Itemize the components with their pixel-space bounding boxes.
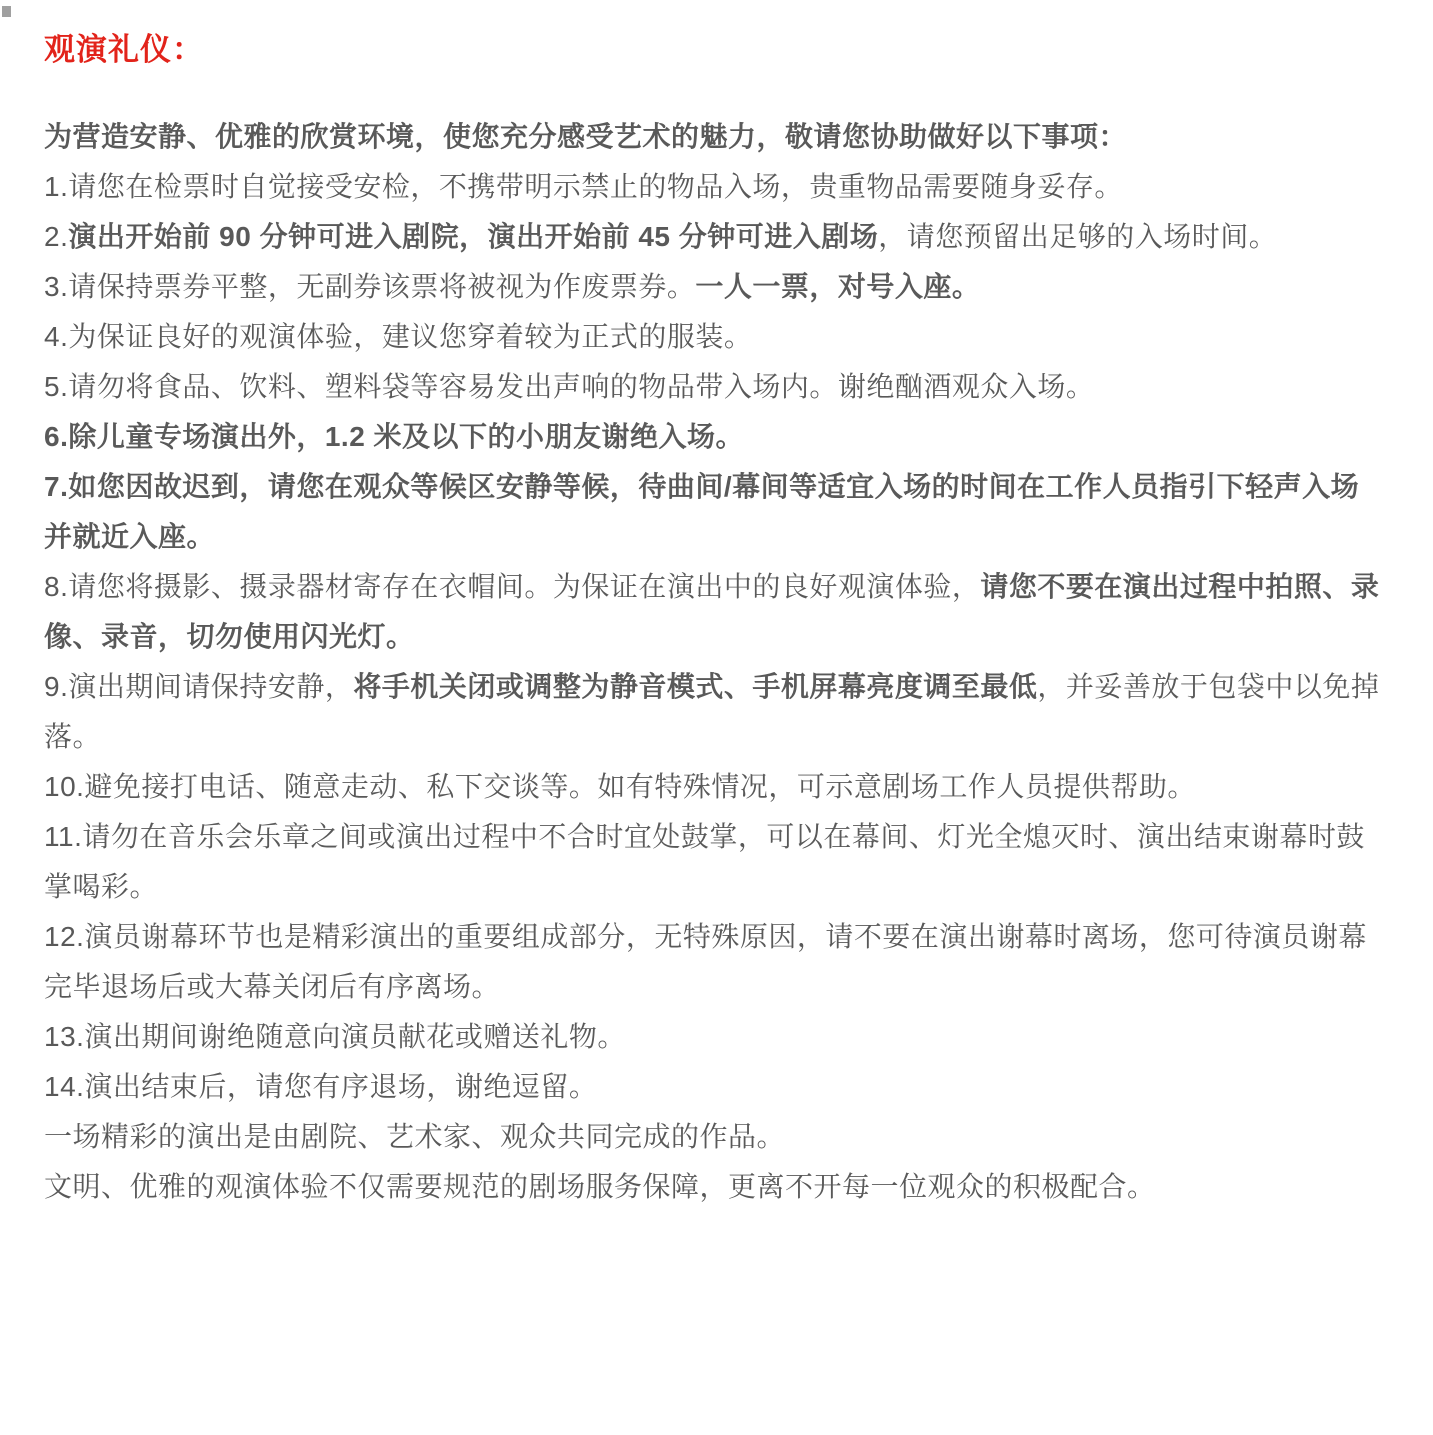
text-segment: 一人一票，对号入座。 — [695, 271, 981, 302]
text-segment: 5.请勿将食品、饮料、塑料袋等容易发出声响的物品带入场内。谢绝酗酒观众入场。 — [44, 371, 1095, 402]
etiquette-item-3 — [44, 262, 1387, 312]
text-segment: 将手机关闭或调整为静音模式、手机屏幕亮度调至最低 — [353, 671, 1038, 702]
etiquette-item-8 — [44, 562, 1387, 662]
text-segment: 13.演出期间谢绝随意向演员献花或赠送礼物。 — [44, 1021, 626, 1052]
text-segment: 3.请保持票券平整，无副券该票将被视为作废票券。 — [44, 271, 696, 302]
text-segment: 11.请勿在音乐会乐章之间或演出过程中不合时宜处鼓掌，可以在幕间、灯光全熄灭时、演出结束谢幕时鼓掌喝彩。 — [44, 821, 1365, 902]
etiquette-item-14 — [44, 1062, 1387, 1112]
text-segment: 14.演出结束后，请您有序退场，谢绝逗留。 — [44, 1071, 598, 1102]
top-left-marker — [2, 6, 11, 17]
closing-line-1: 一场精彩的演出是由剧院、艺术家、观众共同完成的作品。 — [44, 1121, 786, 1152]
text-segment: ，请您预留出足够的入场时间。 — [878, 221, 1278, 252]
closing-line-2: 文明、优雅的观演体验不仅需要规范的剧场服务保障，更离不开每一位观众的积极配合。 — [44, 1171, 1156, 1202]
text-segment: 6.除儿童专场演出外，1.2 米及以下的小朋友谢绝入场。 — [44, 421, 745, 452]
text-segment: 2. — [44, 221, 69, 252]
text-segment: 演出开始前 90 分钟可进入剧院，演出开始前 45 分钟可进入剧场 — [68, 221, 879, 252]
etiquette-item-6 — [44, 412, 1387, 462]
etiquette-item-11 — [44, 812, 1387, 912]
etiquette-item-13 — [44, 1012, 1387, 1062]
text-segment: 4.为保证良好的观演体验，建议您穿着较为正式的服装。 — [44, 321, 753, 352]
intro-paragraph: 为营造安静、优雅的欣赏环境，使您充分感受艺术的魅力，敬请您协助做好以下事项： — [44, 121, 1128, 152]
text-segment: 1.请您在检票时自觉接受安检，不携带明示禁止的物品入场，贵重物品需要随身妥存。 — [44, 171, 1123, 202]
page-title: 观演礼仪： — [44, 32, 204, 67]
text-segment: 12.演员谢幕环节也是精彩演出的重要组成部分，无特殊原因，请不要在演出谢幕时离场，您可待演员谢幕完毕退场后或大幕关闭后有序离场。 — [44, 921, 1367, 1002]
etiquette-item-12 — [44, 912, 1387, 1012]
text-segment: 8.请您将摄影、摄录器材寄存在衣帽间。为保证在演出中的良好观演体验， — [44, 571, 981, 602]
etiquette-item-9 — [44, 662, 1387, 762]
etiquette-item-7 — [44, 462, 1387, 562]
text-segment: 请您不要在演出过程中拍照、录像、录音，切勿使用闪光灯。 — [44, 571, 1380, 652]
text-segment: 10.避免接打电话、随意走动、私下交谈等。如有特殊情况，可示意剧场工作人员提供帮助。 — [44, 771, 1196, 802]
etiquette-item-10 — [44, 762, 1387, 812]
text-segment: 7.如您因故迟到，请您在观众等候区安静等候，待曲间/幕间等适宜入场的时间在工作人员指引下轻声入场并就近入座。 — [44, 471, 1360, 552]
etiquette-item-2 — [44, 212, 1387, 262]
etiquette-item-5 — [44, 362, 1387, 412]
text-segment: ，并妥善放于包袋中以免掉落。 — [44, 671, 1380, 752]
etiquette-item-4 — [44, 312, 1387, 362]
etiquette-item-1 — [44, 162, 1387, 212]
text-segment: 9.演出期间请保持安静， — [44, 671, 354, 702]
